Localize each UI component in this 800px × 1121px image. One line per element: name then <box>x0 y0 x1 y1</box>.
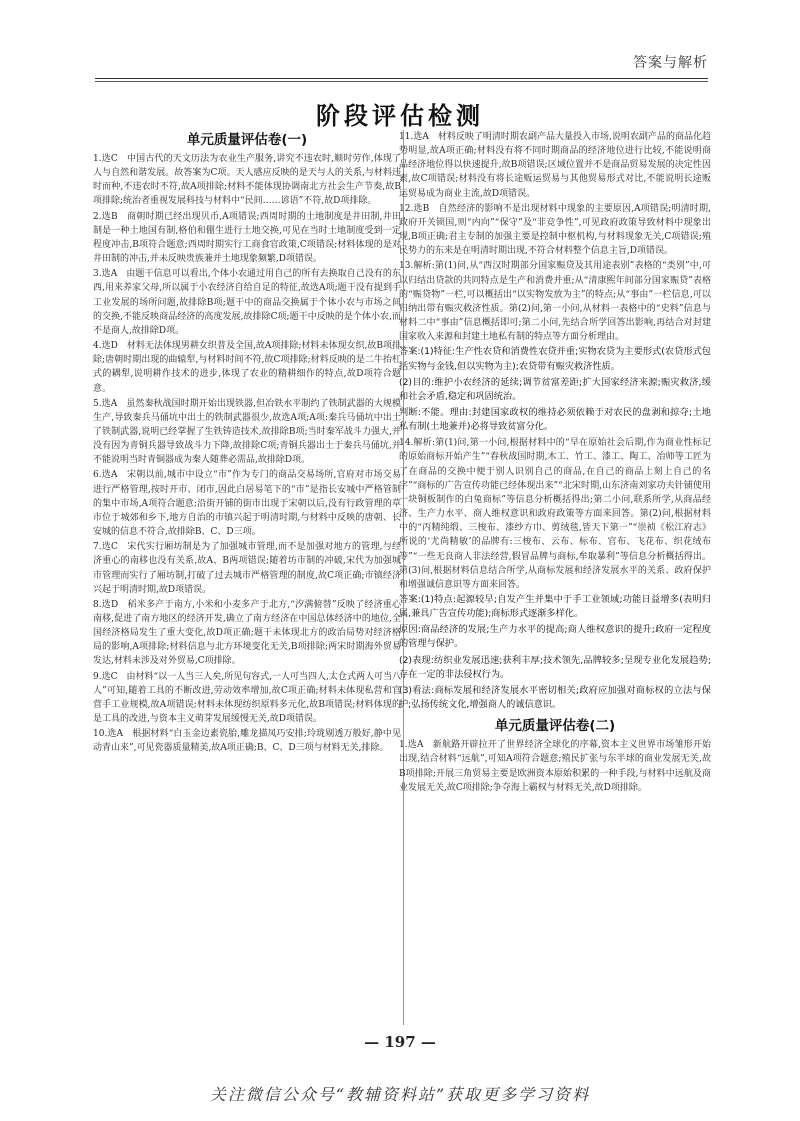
answer-item: 3.选A 由题干信息可以看出,个体小农通过用自己的所有去换取自己没有的东西,用来养家父母,所以属于小农经济自给自足的特征,故选A项;题干没有提到手工业发展的场所问题,故排除B项;题干中的商品交换属于个体小农与市场之间的交换,不能反映商品经济的高度发展,故排除C项;题干中反映的是个体小农,而不是商人,故排除D项。 <box>93 269 401 336</box>
answer-14-part-2: 原因:商品经济的发展;生产力水平的提高;商人维权意识的提升;政府一定程度的管理与保护。 <box>399 624 711 650</box>
section-title-unit-2: 单元质量评估卷(二) <box>494 718 616 735</box>
answer-item: 9.选C 由材料“以一人当三人矣,所见句容式,一人可当四人,太仓式两人可当八人”可知,随着工具的不断改进,劳动效率增加,故C项正确;材料未体现私营和官营手工业规模,故A项错误;材料未体现纺织原料多元化,故B项错误;材料体现的是工具的改进,与资本主义萌芽发展缓慢无关,故D项错误。 <box>93 671 401 725</box>
answer-item: 1.选A 新航路开辟拉开了世界经济全球化的序幕,资本主义世界市场雏形开始出现,结合材料“远航”,可知A项符合题意;殖民扩张与东半球的商业发展无关,故B项排除;开展三角贸易主要是欧洲资本原始积累的一种手段,与材料中远航及商业发展无关,故C项排除;争夺海上霸权与材料无关,故D项排除。 <box>399 740 711 793</box>
answer-item: 2.选B 商朝时期已经出现贝币,A项错误;西周时期的土地制度是井田制,井田制是一种土地国有制,格伯和倗生进行土地交换,可见在当时土地制度受到一定程度冲击,B项符合题意;西周时期实行工商食官政策,C项错误;材料体现的是对井田制的冲击,并未反映贵族兼并土地现象频繁,D项错误。 <box>93 211 401 265</box>
answer-item-13-analysis: 13.解析:第(1)问,从“西汉时期部分国家赈贷及其用途表别”表格的“类别”中,可以归结出贷款的共同特点是生产和消费并重;从“清康熙年间部分国家赈贷”表格的“赈贷物”一栏,可以概括出“以实物发放为主”的特点;从“事由”一栏信息,可以归纳出带有赈灾救济性质。第(2)问,第一小问,从材料一表格中的“史料”信息与材料二中“事由”信息概括即可;第二小问,先结合所学回答出影响,再结合对封建国家收入来源和封建土地私有制的特点等方面分析理由。 <box>399 261 711 343</box>
answer-14-part-3: (2)表现:纺织业发展迅速;获利丰厚;技术领先,品牌较多;呈现专业化发展趋势;存在一定的非法侵权行为。 <box>399 654 711 680</box>
answer-item-14-analysis: 14.解析:第(1)问,第一小问,根据材料中的“早在原始社会后期,作为商业性标记的原始商标开始产生”“春秋战国时期,木工、竹工、漆工、陶工、冶师等工匠为了在商品的交换中便于别人识别自己的商品,在自己的商品上刻上自己的名字”“商标的广告宣传功能已经体现出来”“北宋时期,山东济南刘家功夫针铺使用一块铜板制作的白兔商标”等信息分析概括得出;第二小问,联系所学,从商品经济、生产力水平、商人维权意识和政府政策等方面来回答。第(2)问,根据材料中的“丙精纯缎、三梭布、漆纱方巾、剪绒毯,皆天下第一”“崇祯《松江府志》所说的‘尤尚精敏’的品牌有:三梭布、云布、标布、官布、飞花布、织花绒布等”“一些无良商人非法经营,假冒品牌与商标,牟取暴利”等信息分析概括得出。第(3)问,根据材料信息结合所学,从商标发展和经济发展水平的关系、政府保护和增强诚信意识等方面来回答。 <box>399 438 711 590</box>
page-number: — 197 — <box>364 1033 436 1051</box>
section-title-unit-1: 单元质量评估卷(一) <box>186 132 308 148</box>
answer-14-part-4: (3)看法:商标发展和经济发展水平密切相关;政府应加强对商标权的立法与保护;弘扬传统文化,增强商人的诚信意识。 <box>399 684 711 711</box>
header-rule <box>95 78 708 79</box>
answer-item: 5.选A 虽然秦秋战国时期开始出现铁器,但冶铁水平制约了铁制武器的大规模生产,导致秦兵马俑坑中出土的铁制武器很少,故选A项;A项:秦兵马俑坑中出土了铁制武器,说明已经掌握了生铁铸造技术,故排除B项;当时秦军战斗力强大,并没有因为青铜兵器导致战斗力下降,故排除C项;青铜兵器出土于秦兵马俑坑,并不能说明当时青铜器成为秦人随葬必需品,故排除D项。 <box>93 398 401 466</box>
answer-item: 6.选A 宋朝以前,城市中设立“市”作为专门的商品交易场所,官府对市场交易进行严格管理,按时开市、闭市,因此白居易笔下的“市”是指长安城中严格管制的集中市场,A项符合题意;沿街开铺的街市出现于宋朝以后,没有行政管理的草市位于城郊和乡下,地方自治的市镇兴起于明清时期,与材料中反映的唐朝、长安城的信息不符合,故排除B、C、D三项。 <box>93 470 401 538</box>
header-rule-thin <box>95 81 708 82</box>
page-title: 阶段评估检测 <box>316 102 484 130</box>
header-label: 答案与解析 <box>633 55 708 71</box>
answer-14-part-1: 答案:(1)特点:起源较早;自发产生并集中于手工业领域;功能日益增多(表明归属,兼具广告宣传功能);商标形式逐渐多样化。 <box>399 594 711 620</box>
answer-13-part-1: 答案:(1)特征:生产性农贷和消费性农贷并重;实物农贷为主要形式(农贷形式包括实物与金钱,但以实物为主);农贷带有赈灾救济性质。 <box>399 346 711 372</box>
answer-item: 8.选D 稻米多产于南方,小米和小麦多产于北方,“汐满俯替”反映了经济重心南移,促进了南方地区的经济开发,确立了南方经济在中国总体经济中的地位,全国经济格局发生了重大变化,故D项正确;题干未体现北方的政治局势对经济格局的影响,A项排除;材料信息与北方环境变化无关,B项排除;两宋时期海外贸易发达,材料未涉及对外贸易,C项排除。 <box>93 599 401 667</box>
right-column <box>399 130 711 1028</box>
answer-13-part-2: (2)目的:维护小农经济的延续;调节贫富差距;扩大国家经济来源;赈灾救济,缓和社会矛盾,稳定和巩固统治。 <box>399 376 711 402</box>
answer-item: 10.选A 根据材料“白玉金边素瓷胎,雕龙描凤巧安排;玲珑剔透万般好,静中见动青山来”,可见瓷器质量精美,故A项正确;B、C、D三项与材料无关,排除。 <box>93 729 401 754</box>
answer-item: 7.选C 宋代实行厢坊制是为了加强城市管理,而不是加强对地方的管理,与经济重心的南移也没有关系,故A、B两项错误;随着坊市制的冲破,宋代为加强城市管理而实行了厢坊制,打破了过去城市严格管理的制度,故C项正确;市镇经济兴起于明清时期,故D项错误。 <box>93 542 401 595</box>
answer-item: 4.选D 材料无法体现男耕女织普及全国,故A项排除;材料未体现女织,故B项排除;唐朝时期出现的曲辕犁,与材料时间不符,故C项排除;材料反映的是二牛抬杠式的耦犁,说明耕作技术的进步,体现了农业的精耕细作的特点,故D项符合题意。 <box>93 341 401 394</box>
answer-item: 12.选B 自然经济的影响不是出现材料中现象的主要原因,A项错误;明清时期,政府开关锁国,则“内向”“保守”及“非竞争性”,可见政府政策导致材料中现象出现,B项正确;君主专制的加强主要是控制中枢机构,与材料现象无关,C项错误;殖民势力的东来是在明清时期出现,不符合材料整个信息主旨,D项错误。 <box>399 203 711 257</box>
answer-item: 11.选A 材料反映了明清时期农副产品大量投入市场,说明农副产品的商品化趋势明显,故A项正确;材料没有将不同时期商品的经济地位进行比较,不能说明商品经济地位得以快速提升,故B项错误;区域位置并不是商品贸易发展的决定性因素,故C项错误;材料没有将长途贩运贸易与其他贸易形式对比,不能说明长途贩运贸易成为商业主流,故D项错误。 <box>399 132 711 199</box>
footer-note: 关注微信公众号“教辅资料站”获取更多学习资料 <box>209 1085 591 1104</box>
answer-item: 1.选C 中国古代的天文历法为农业生产服务,讲究不违农时,顺时劳作,体现了人与自然和谐发展。故答案为C项。天人感应反映的是天与人的关系,与材料违时而种,不违农时不符,故A项排除;材料不能体现协调南北方社会生产节奏,故B项排除;统治者重视发展科技与材料中“民间……谚语”不符,故D项排除。 <box>93 154 401 207</box>
answer-13-part-3: 判断:不能。理由:封建国家政权的维持必须依赖于对农民的盘剥和掠夺;土地私有制(土地兼并)必将导致贫富分化。 <box>399 406 711 433</box>
left-column <box>93 130 401 1028</box>
